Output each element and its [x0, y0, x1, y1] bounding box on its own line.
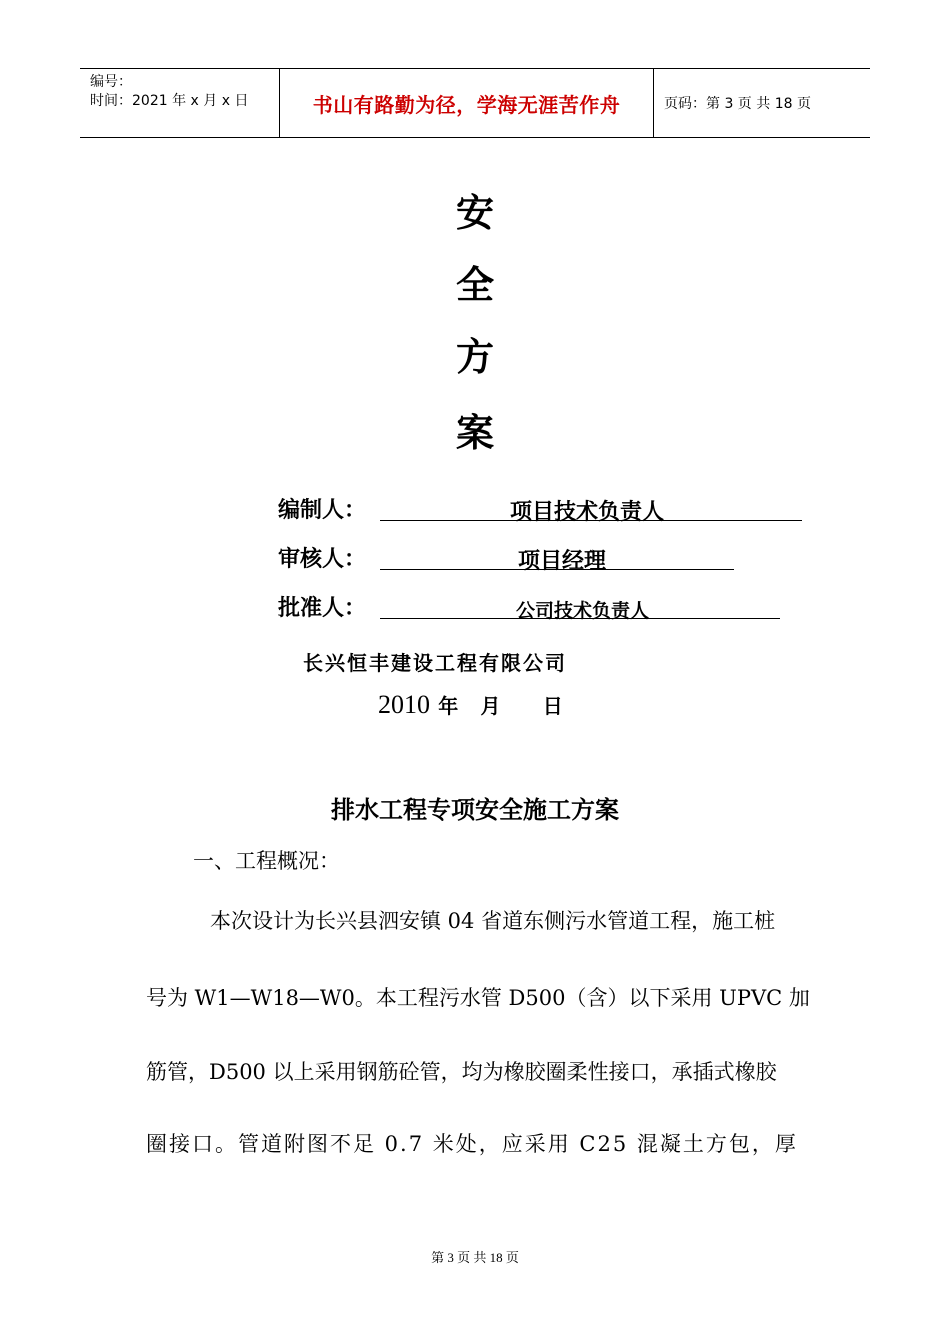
signature-label: 审核人： [278, 547, 367, 572]
signature-value: 项目经理 [518, 549, 607, 574]
date-year-unit: 年 [438, 694, 459, 718]
number-label: 编号： [90, 74, 132, 90]
title-char-3: 方 [455, 335, 494, 379]
section-heading: 一、工程概况： [193, 849, 340, 873]
date-month-unit: 月 [480, 694, 501, 718]
paragraph-line: 圈接口。管道附图不足 0.7 米处，应采用 C25 混凝土方包，厚 [146, 1132, 798, 1156]
paragraph-line: 筋管，D500 以上采用钢筋砼管，均为橡胶圈柔性接口，承插式橡胶 [146, 1060, 777, 1084]
header-info-cell [80, 69, 280, 137]
signature-value: 公司技术负责人 [516, 600, 650, 622]
header-page-label: 页码：第 3 页 共 18 页 [664, 96, 811, 112]
title-char-4: 案 [455, 411, 494, 455]
date-line [378, 690, 563, 720]
date-year: 2010 [378, 690, 430, 719]
header-motto: 书山有路勤为径，学海无涯苦作舟 [280, 69, 654, 137]
company-name: 长兴恒丰建设工程有限公司 [303, 651, 567, 675]
time-label: 时间：2021 年 x 月 x 日 [90, 93, 249, 109]
signature-value: 项目技术负责人 [510, 500, 665, 525]
paragraph-line: 号为 W1—W18—W0。本工程污水管 D500（含）以下采用 UPVC 加 [146, 986, 810, 1010]
signature-label: 编制人： [278, 498, 367, 523]
date-day-unit: 日 [542, 694, 563, 718]
document-title: 排水工程专项安全施工方案 [331, 795, 619, 824]
paragraph-line: 本次设计为长兴县泗安镇 04 省道东侧污水管道工程，施工桩 [210, 909, 776, 933]
signature-label: 批准人： [278, 596, 367, 621]
page-footer: 第 3 页 共 18 页 [431, 1250, 519, 1265]
title-char-2: 全 [455, 263, 494, 307]
page-header [80, 68, 870, 138]
title-char-1: 安 [455, 191, 494, 235]
